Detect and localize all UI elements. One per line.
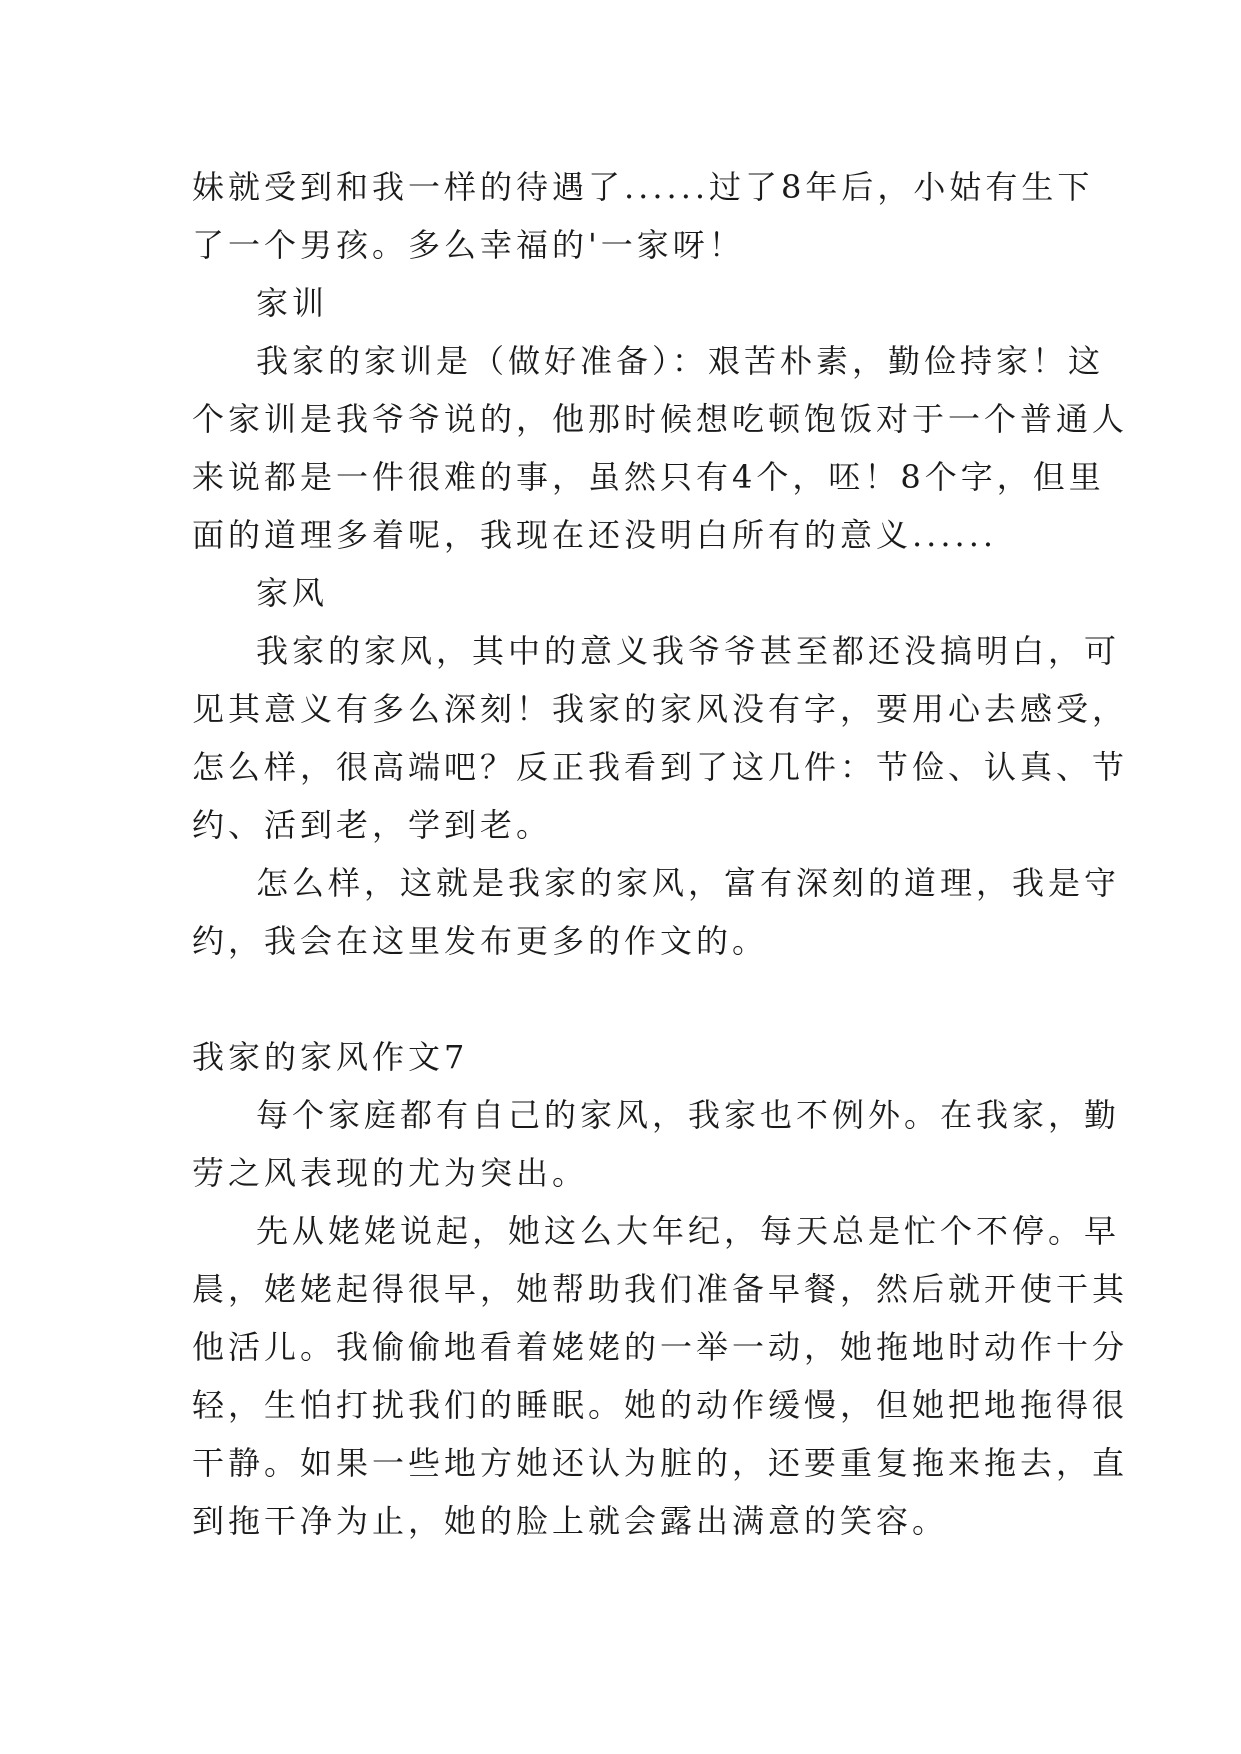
text-line: 怎么样，这就是我家的家风，富有深刻的道理，我是守	[256, 864, 1121, 902]
text-line: 我家的家风，其中的意义我爷爷甚至都还没搞明白，可	[256, 632, 1121, 670]
section-heading: 家风	[256, 574, 329, 612]
text-line: 了一个男孩。多么幸福的'一家呀！	[192, 226, 745, 264]
text-line: 妹就受到和我一样的待遇了......过了8年后，小姑有生下	[192, 168, 1094, 206]
text-line: 到拖干净为止，她的脸上就会露出满意的笑容。	[192, 1502, 949, 1540]
text-line: 他活儿。我偷偷地看着姥姥的一举一动，她拖地时动作十分	[192, 1328, 1129, 1366]
text-line: 约、活到老，学到老。	[192, 806, 553, 844]
text-line: 怎么样，很高端吧？反正我看到了这几件：节俭、认真、节	[192, 748, 1129, 786]
text-line: 个家训是我爷爷说的，他那时候想吃顿饱饭对于一个普通人	[192, 400, 1129, 438]
text-line: 干静。如果一些地方她还认为脏的，还要重复拖来拖去，直	[192, 1444, 1129, 1482]
text-line: 见其意义有多么深刻！我家的家风没有字，要用心去感受，	[192, 690, 1129, 728]
text-line: 来说都是一件很难的事，虽然只有4个，呸！8个字，但里	[192, 458, 1105, 496]
text-line: 先从姥姥说起，她这么大年纪，每天总是忙个不停。早	[256, 1212, 1121, 1250]
text-line: 劳之风表现的尤为突出。	[192, 1154, 589, 1192]
document-body	[192, 158, 1129, 1550]
essay-title: 我家的家风作文7	[192, 1038, 469, 1076]
text-line: 面的道理多着呢，我现在还没明白所有的意义......	[192, 516, 998, 554]
text-line: 晨，姥姥起得很早，她帮助我们准备早餐，然后就开使干其	[192, 1270, 1129, 1308]
text-line: 我家的家训是（做好准备）：艰苦朴素，勤俭持家！这	[256, 342, 1105, 380]
text-line: 每个家庭都有自己的家风，我家也不例外。在我家，勤	[256, 1096, 1121, 1134]
text-line: 约，我会在这里发布更多的作文的。	[192, 922, 769, 960]
text-line: 轻，生怕打扰我们的睡眠。她的动作缓慢，但她把地拖得很	[192, 1386, 1129, 1424]
section-heading: 家训	[256, 284, 329, 322]
